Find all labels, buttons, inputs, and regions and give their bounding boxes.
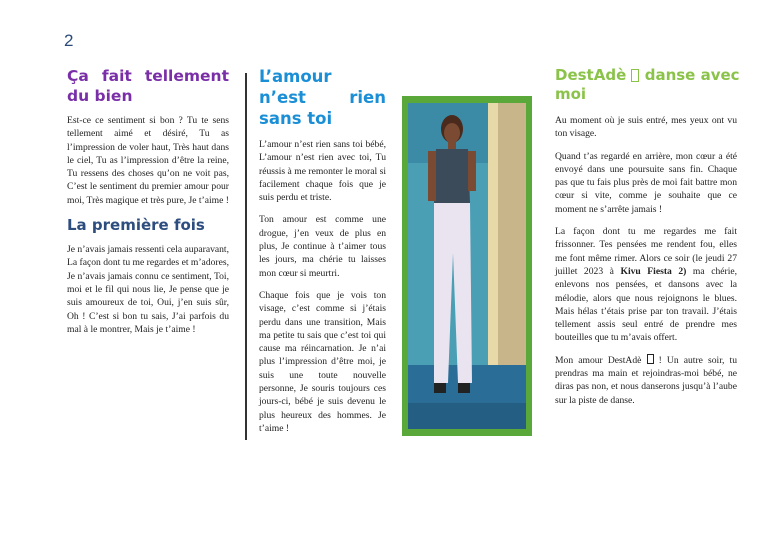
heading-amour-sans-toi bbox=[259, 66, 386, 129]
column-4 bbox=[555, 66, 765, 416]
paragraph-3-text-b: ma chérie, enlevons nos pensées, et dansons avec la mélodie, alors que nous rejoignons le blues. Mais hélas t’étais prise par ton travail. J’étais tellement assis seul entré de prendre mes bouteilles que tu m’avais offert. bbox=[555, 265, 738, 344]
paragraph-3-text-a: La façon dont tu me regardes me fait frissonner. Tes pensées me rendent fou, elles me font même rimer. Alors ce soir (le jeudi 27 juillet 2023 à bbox=[555, 226, 737, 277]
paragraph-3: Chaque fois que je vois ton visage, c’est comme si j’étais perdu dans une transition, Mais ma petite tu sais que c’est toi qui cause ma réincarnation. Je n’ai plus l’impression d’être moi, je suis une toute nouvelle personne, Je souris toujours ces jours-ci, bébé je suis devenu le plus heureux des hommes. Je t’aime ! bbox=[259, 289, 386, 434]
paragraph-1: L’amour n’est rien sans toi bébé, L’amour n’est rien avec toi, Tu réussis à me remonter le moral si facilement chaque fois que je suis perdu et triste. bbox=[259, 139, 386, 204]
missing-glyph-icon bbox=[631, 69, 639, 82]
paragraph-1: Au moment où je suis entré, mes yeux ont vu ton visage. bbox=[555, 115, 737, 140]
paragraph-4-text-b: ! Un autre soir, tu prendras ma main et rejoindras-moi bébé, ne diras pas non, et nous danserons jusqu’à l’aube sur la piste de danse. bbox=[555, 354, 737, 406]
column-1 bbox=[67, 66, 229, 345]
heading-line-2b: rien bbox=[349, 88, 386, 107]
heading-line-3: sans toi bbox=[259, 109, 333, 128]
heading-part-a: DestAdè bbox=[555, 66, 627, 84]
missing-glyph-icon bbox=[647, 354, 654, 364]
photo-frame bbox=[402, 96, 532, 436]
heading-part-b: danse avec bbox=[644, 66, 740, 84]
paragraph-3-bold: Kivu Fiesta 2) bbox=[620, 265, 687, 277]
paragraph-2: Quand t’as regardé en arrière, mon cœur a été envoyé dans une poursuite sans fin. Chaque pas que tu fais plus près de moi fait battre mon cœur si vite, comme je souhaite que ce moment ne s’arrête jamais ! bbox=[555, 150, 737, 215]
paragraph-4 bbox=[555, 354, 737, 407]
paragraph-3 bbox=[555, 225, 737, 345]
heading-ca-fait-tellement: Ça fait tellement du bien bbox=[67, 67, 229, 105]
page-number: 2 bbox=[64, 31, 74, 50]
paragraph-4-text-a: Mon amour DestAdè bbox=[555, 354, 642, 366]
photo-image bbox=[408, 103, 526, 429]
heading-part-c: moi bbox=[555, 85, 587, 103]
paragraph-premiere-fois: Je n’avais jamais ressenti cela auparavant, La façon dont tu me regardes et m’adores, Je n’avais jamais connu ce sentiment, Toi, moi et le fil qui nous lie, Je pense que je suis amoureux de toi, Oui, j’en suis sûr, Oh ! C’est si bon tu sais, J’ai parfois du mal à le montrer, Mais je t’aime ! bbox=[67, 244, 229, 335]
paragraph-intro: Est-ce ce sentiment si bon ? Tu te sens tellement aimé et désiré, Tu as l’impression de voler haut, Très haut dans le ciel, Tu as l’impression d’être la reine, Tu ressens des choses qu’on ne voit pas, C’est le sentiment du premier amour pour moi, Très magique et très pure, Je t’aime ! bbox=[67, 115, 229, 206]
column-divider bbox=[245, 73, 247, 440]
column-2 bbox=[259, 66, 386, 444]
heading-destade-danse bbox=[555, 66, 765, 104]
heading-line-1: L’amour bbox=[259, 67, 332, 86]
paragraph-2: Ton amour est comme une drogue, j’en veux de plus en plus, Je continue à t’aimer tous les jours, ma chérie tu laisses mon cœur si meurtri. bbox=[259, 214, 386, 279]
heading-premiere-fois: La première fois bbox=[67, 216, 205, 235]
heading-line-2a: n’est bbox=[259, 88, 306, 107]
